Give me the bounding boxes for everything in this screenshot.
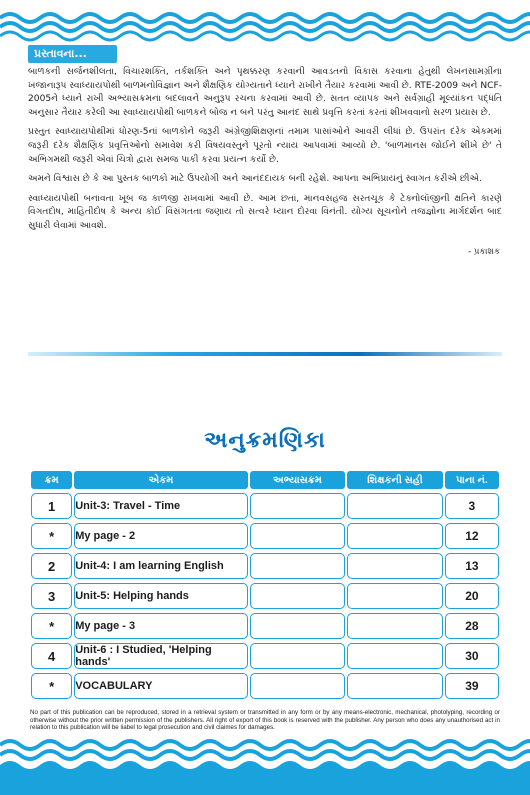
row-syllabus-cell	[250, 673, 345, 699]
row-number: *	[31, 613, 72, 639]
row-syllabus-cell	[250, 613, 345, 639]
row-teacher-sign-cell	[347, 583, 442, 609]
row-number: 4	[31, 643, 72, 669]
table-row	[31, 553, 499, 579]
row-syllabus-cell	[250, 643, 345, 669]
preface-body	[28, 66, 502, 240]
row-unit: Unit-6 : I Studied, 'Helping hands'	[74, 643, 248, 669]
bottom-wave-border	[0, 735, 530, 795]
table-row	[31, 643, 499, 669]
row-unit: Unit-5: Helping hands	[74, 583, 248, 609]
row-teacher-sign-cell	[347, 523, 442, 549]
row-number: *	[31, 673, 72, 699]
row-number: *	[31, 523, 72, 549]
header-serial: ક્રમ	[31, 471, 72, 489]
row-teacher-sign-cell	[347, 493, 442, 519]
row-page: 30	[445, 643, 499, 669]
table-row	[31, 523, 499, 549]
preface-paragraph-2: પ્રસ્તુત સ્વાધ્યાયપોથીમાં ધોરણ-5નાં બાળકોને જરૂરી અંગ્રેજીશિક્ષણનાં તમામ પાસાંઓને આવરી લીધાં છે. ઉપરાંત દરેક એકમમાં જરૂરી દરેક શૈક્ષણિક પ્રવૃત્તિઓનો સમાવેશ કરી વિષયવસ્તુને પૂરતો ન્યાય આપવામાં આવ્યો છે. 'બાળમાનસ જોઈને શીખે છે' તે અભિગમથી જરૂરી એવાં ચિત્રો દ્વારા સમજ પાકી કરવા પ્રયત્ન કર્યો છે.	[28, 127, 502, 165]
row-unit: Unit-3: Travel - Time	[74, 493, 248, 519]
index-table	[29, 467, 501, 703]
index-title: અનુક્રમણિકા	[204, 428, 326, 453]
index-header-row	[31, 471, 499, 489]
header-page-no: પાના નં.	[445, 471, 499, 489]
row-teacher-sign-cell	[347, 643, 442, 669]
row-page: 39	[445, 673, 499, 699]
table-row	[31, 583, 499, 609]
row-syllabus-cell	[250, 583, 345, 609]
preface-paragraph-3: અમને વિશ્વાસ છે કે આ પુસ્તક બાળકો માટે ઉપયોગી અને આનંદદાયક બની રહેશે. આપના અભિપ્રાયનું સ્વાગત કરીએ છીએ.	[28, 174, 482, 185]
row-page: 12	[445, 523, 499, 549]
header-teacher-sign: શિક્ષકની સહી	[347, 471, 442, 489]
row-page: 28	[445, 613, 499, 639]
row-unit: My page - 3	[74, 613, 248, 639]
row-unit: VOCABULARY	[74, 673, 248, 699]
publisher-signature: - પ્રકાશક	[468, 247, 500, 257]
row-unit: Unit-4: I am learning English	[74, 553, 248, 579]
section-divider	[28, 352, 502, 356]
header-syllabus: અભ્યાસક્રમ	[250, 471, 345, 489]
row-number: 1	[31, 493, 72, 519]
row-number: 3	[31, 583, 72, 609]
row-number: 2	[31, 553, 72, 579]
copyright-notice: No part of this publication can be reproduced, stored in a retrieval system or transmitted in any form or by any means-electronic, mechanical, photolyping, recording or otherwise without the prior written permission of the publishers. All right of export of this book is reserved with the publisher. Any person who does any unauthorised act in relation to this publication will be liabel to legal prosecution and civil claimes for damages.	[30, 709, 500, 731]
row-page: 20	[445, 583, 499, 609]
table-row	[31, 613, 499, 639]
preface-paragraph-4: સ્વાધ્યાયપોથી બનાવતા ખૂબ જ કાળજી રાખવામાં આવી છે. આમ છતાં, માનવસહજ સરતચૂક કે ટેક્નોલૉજીની ક્ષતિને કારણે વિગતદોષ, માહિતીદોષ કે અન્ય કોઈ વિસંગતતા જણાય તો સત્વરે ધ્યાન દોરવા વિનંતી. યોગ્ય સૂચનોને તજજ્ઞોના માર્ગદર્શન બાદ સુધારી લેવામાં આવશે.	[28, 193, 502, 231]
row-page: 13	[445, 553, 499, 579]
row-unit: My page - 2	[74, 523, 248, 549]
row-syllabus-cell	[250, 523, 345, 549]
header-unit: એકમ	[74, 471, 248, 489]
table-row	[31, 493, 499, 519]
row-syllabus-cell	[250, 493, 345, 519]
row-teacher-sign-cell	[347, 613, 442, 639]
row-teacher-sign-cell	[347, 673, 442, 699]
preface-heading: પ્રસ્તાવના...	[28, 45, 117, 63]
row-teacher-sign-cell	[347, 553, 442, 579]
preface-paragraph-1: બાળકની સર્જનશીલતા, વિચારશક્તિ, તર્કશક્તિ અને પૃથક્કરણ કરવાની આવડતનો વિકાસ કરવાના હેતુથી લેખનસામગ્રીના ખજાનારૂપ સ્વાધ્યાયપોથી બાળમનોવિજ્ઞાન અને શૈક્ષણિક યોગ્યતાને ધ્યાને રાખીને તૈયાર કરવામાં આવી છે. RTE-2009 અને NCF-2005ને ધ્યાને રાખી અભ્યાસક્રમના બદલાવને અનુરૂપ રચના કરવામાં આવી છે. સતત વ્યાપક અને સર્વગ્રાહી મૂલ્યાંકન પદ્ધતિ અનુસાર તૈયાર કરેલી આ સ્વાધ્યાયપોથી બાળકને બોજ ન બને પરંતુ આનંદ સાથે પ્રવૃત્તિ કરતાં કરતાં શીખવવાનો સરળ પ્રયાસ છે.	[28, 67, 502, 118]
table-row	[31, 673, 499, 699]
top-wave-border	[0, 0, 530, 50]
row-page: 3	[445, 493, 499, 519]
row-syllabus-cell	[250, 553, 345, 579]
